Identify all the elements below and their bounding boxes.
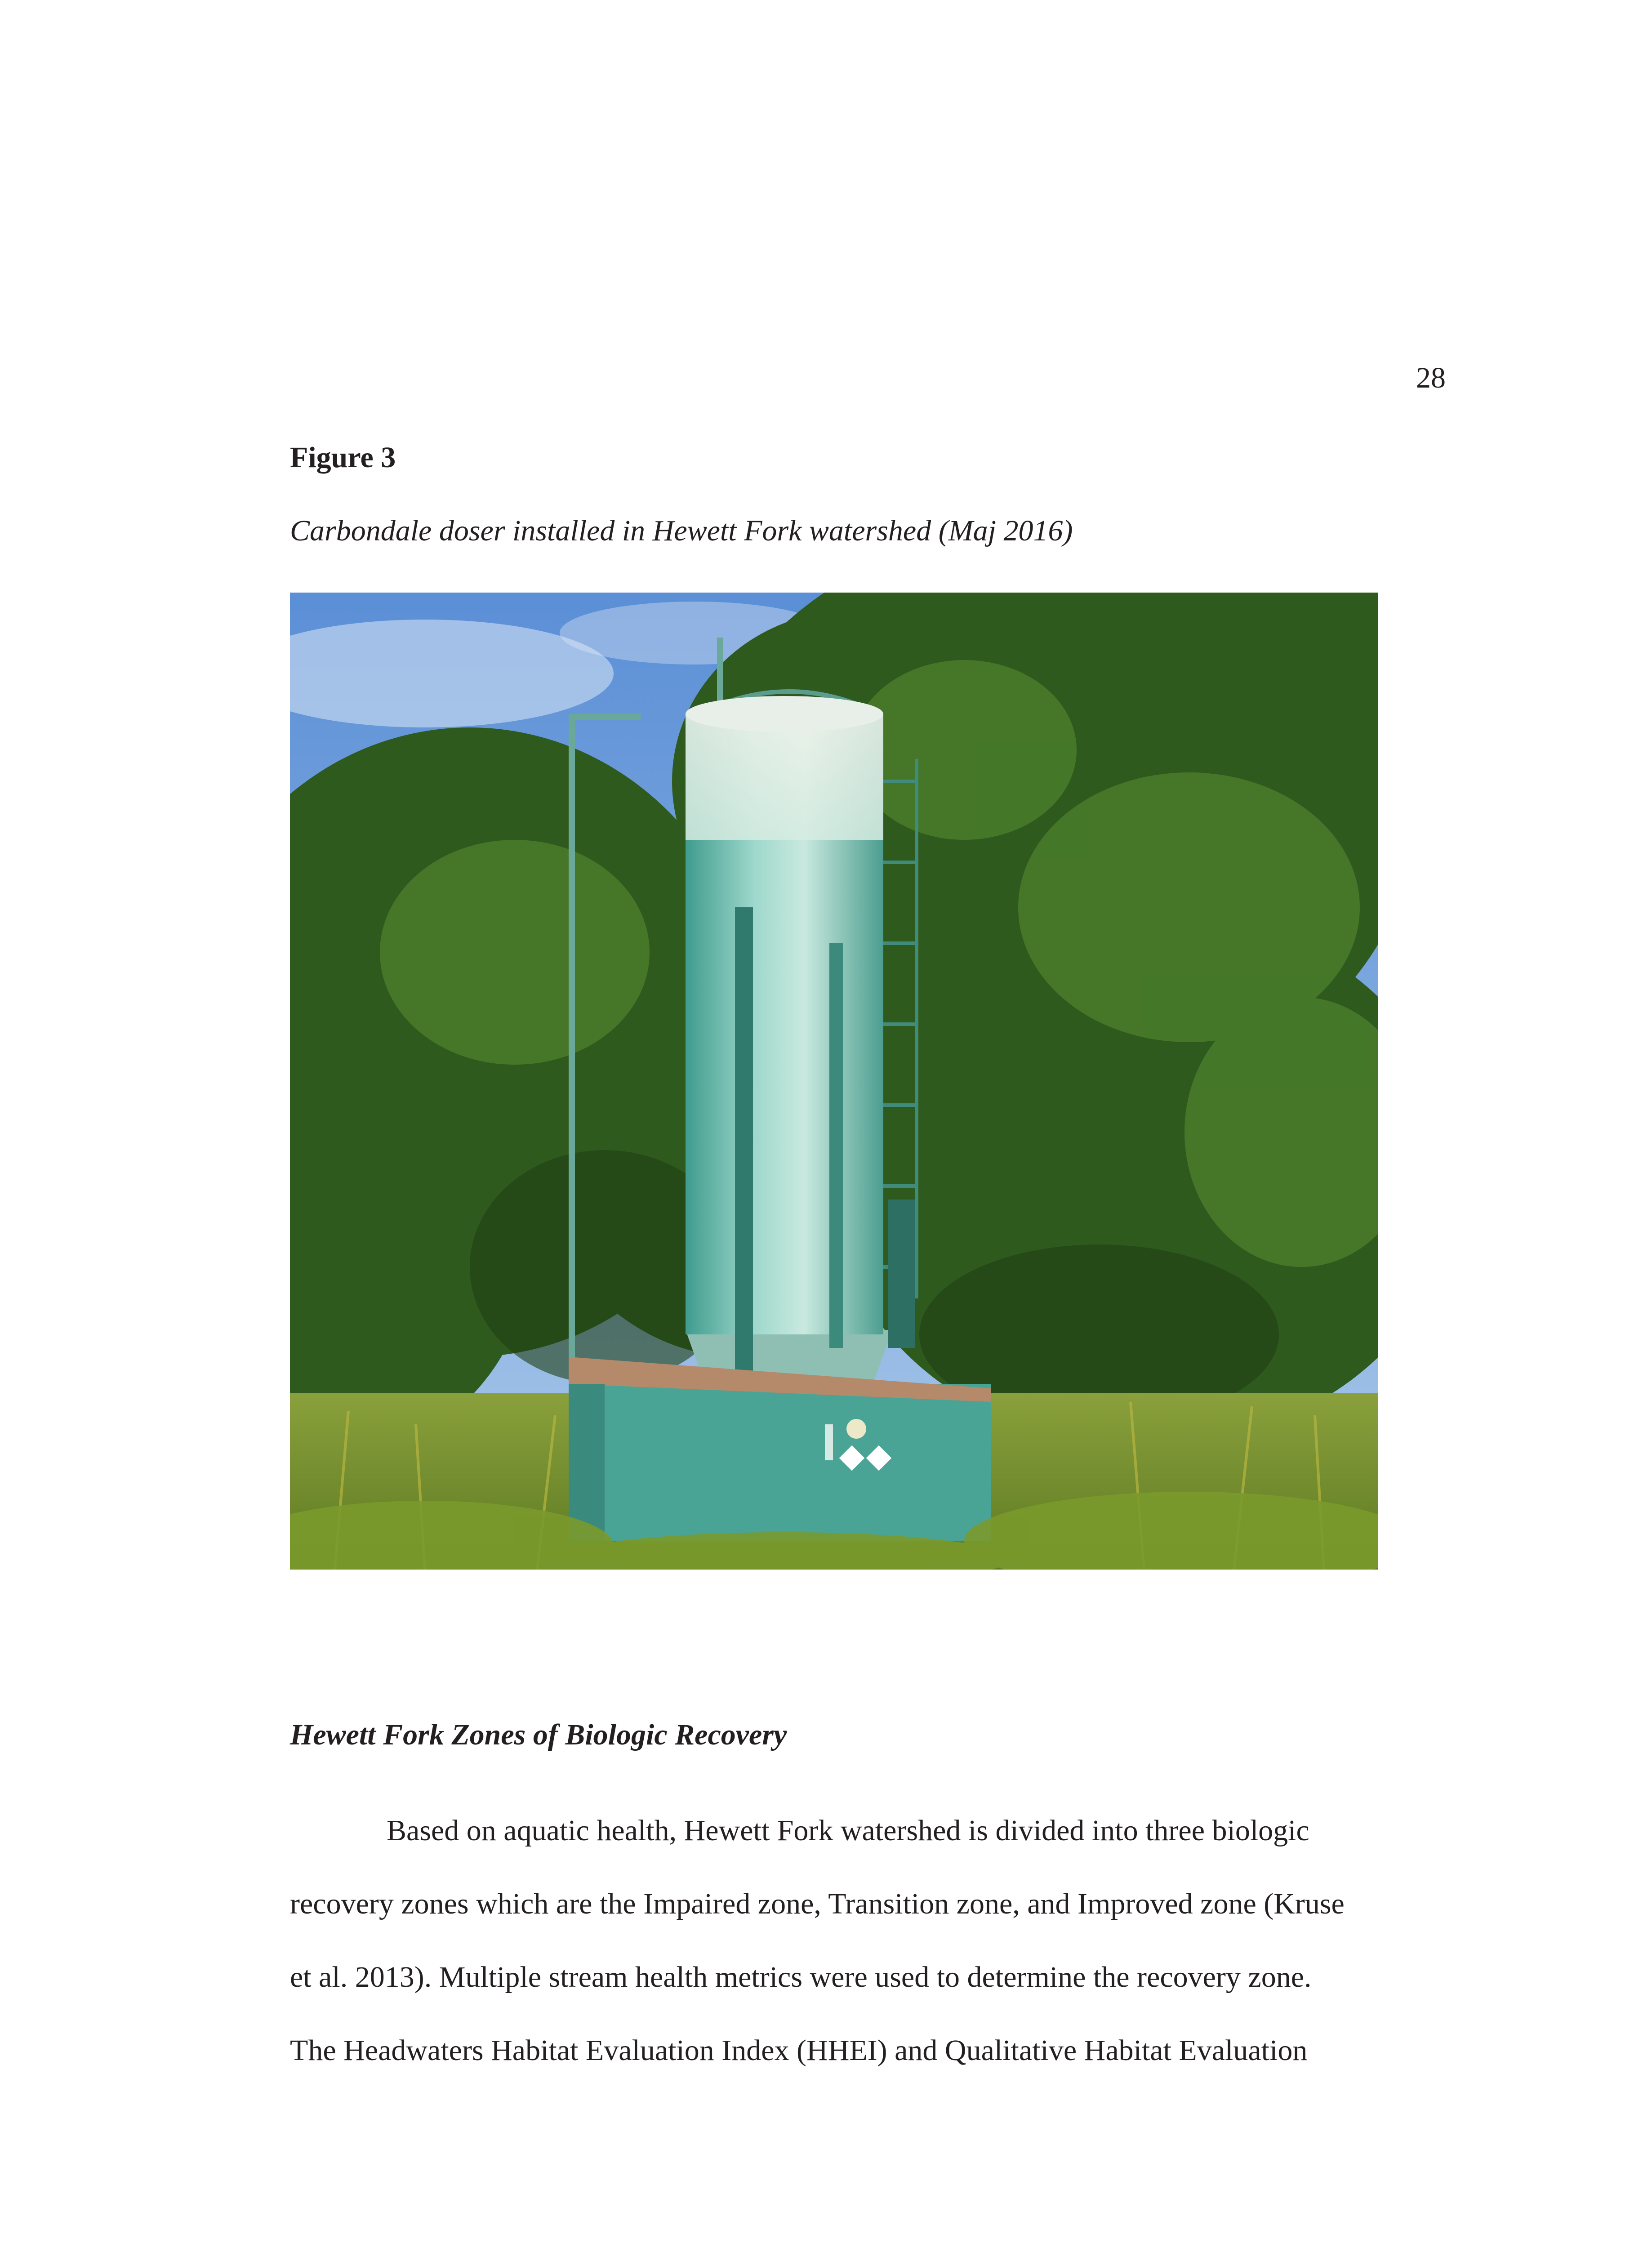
figure-photo (290, 593, 1378, 1570)
paragraph-line: Based on aquatic health, Hewett Fork watershed is divided into three biologic (387, 1814, 1309, 1847)
paragraph-line: et al. 2013). Multiple stream health metrics were used to determine the recovery zone. (290, 1961, 1312, 1994)
page-number: 28 (1416, 361, 1446, 394)
body-paragraph (290, 1794, 1433, 2087)
paragraph-line: The Headwaters Habitat Evaluation Index (HHEI) and Qualitative Habitat Evaluation (290, 2034, 1308, 2067)
figure-label: Figure 3 (290, 441, 396, 474)
section-heading: Hewett Fork Zones of Biologic Recovery (290, 1718, 787, 1751)
figure-caption: Carbondale doser installed in Hewett Fork watershed (Maj 2016) (290, 514, 1073, 547)
doser-photo-illustration (290, 593, 1378, 1570)
paragraph-line: recovery zones which are the Impaired zone, Transition zone, and Improved zone (Kruse (290, 1887, 1345, 1920)
